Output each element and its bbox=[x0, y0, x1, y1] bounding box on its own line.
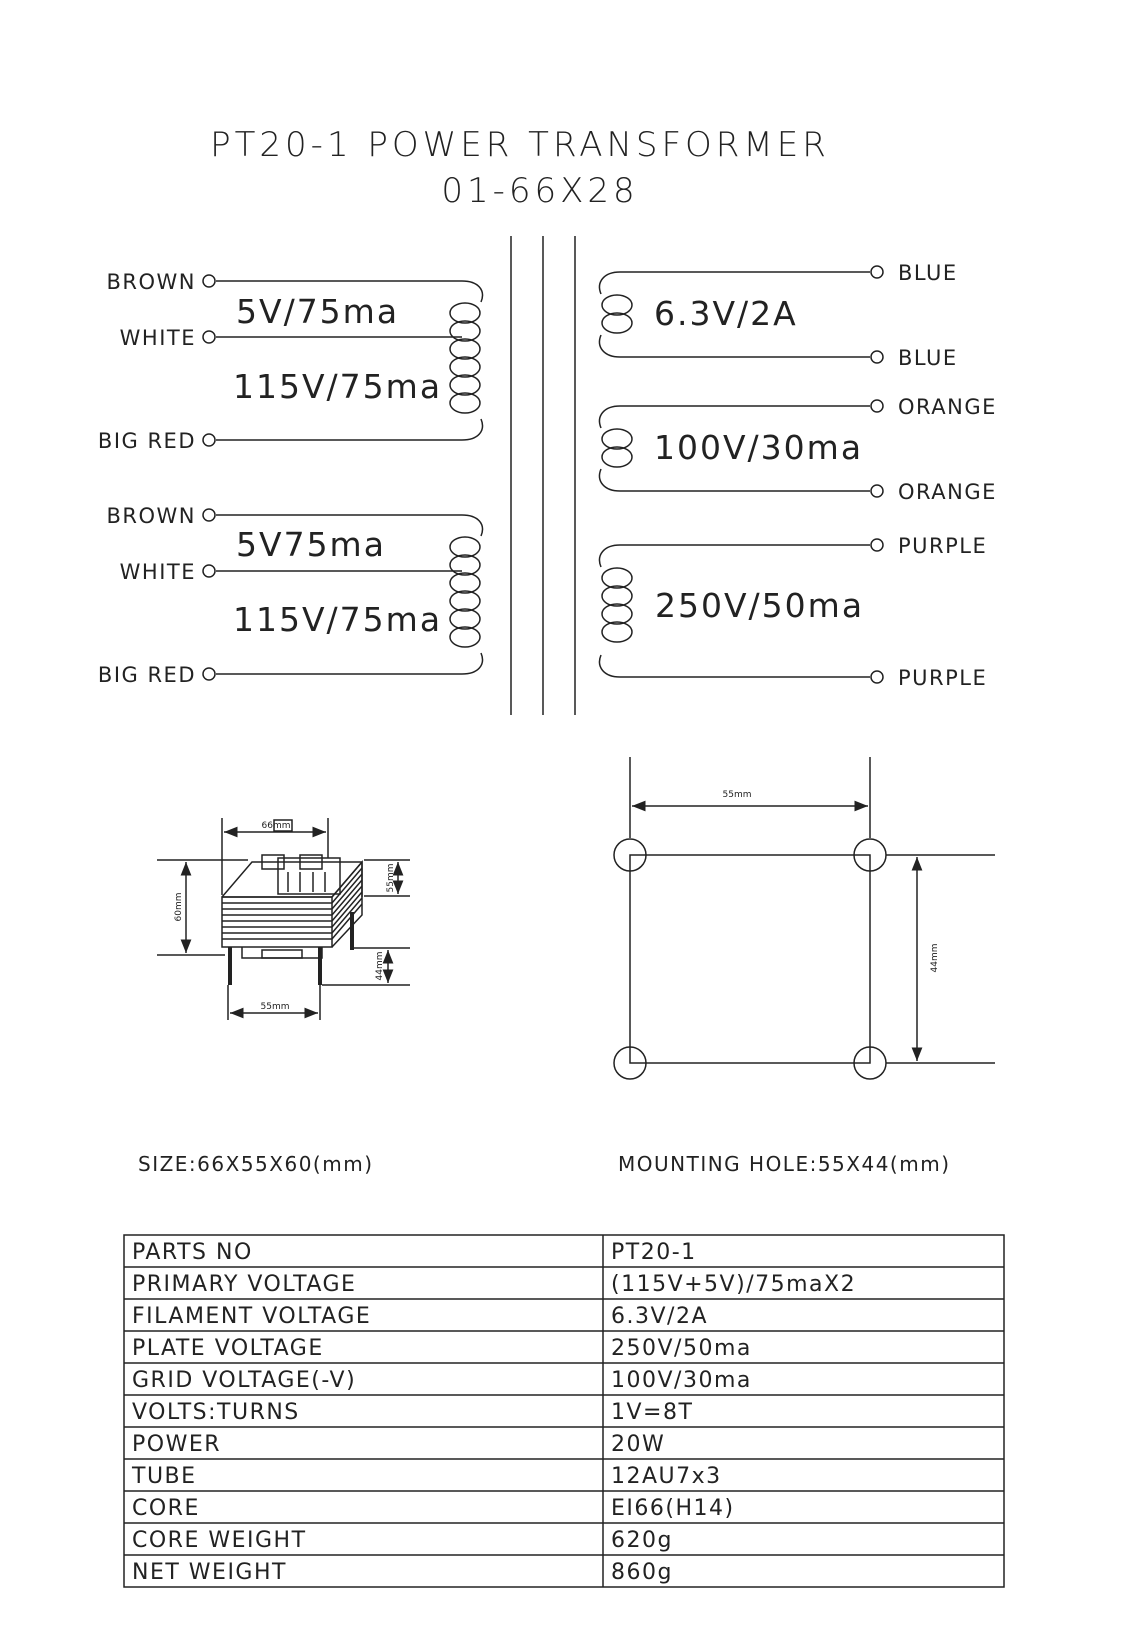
table-row bbox=[132, 1272, 856, 1297]
lead-label: BLUE bbox=[898, 261, 958, 285]
spec-value: (115V+5V)/75maX2 bbox=[611, 1272, 857, 1297]
lead-label: WHITE bbox=[119, 560, 196, 584]
spec-value: 860g bbox=[611, 1560, 673, 1585]
spec-value: 20W bbox=[611, 1432, 666, 1457]
lead-label: ORANGE bbox=[898, 480, 997, 504]
spec-value: 620g bbox=[611, 1528, 673, 1553]
size-caption: SIZE:66X55X60(mm) bbox=[138, 1152, 374, 1176]
terminal-circle bbox=[203, 668, 215, 680]
spec-label: GRID VOLTAGE(-V) bbox=[132, 1368, 357, 1393]
page-subtitle: 01-66X28 bbox=[441, 171, 639, 211]
transformer-outline-drawing bbox=[222, 820, 362, 985]
terminal-circle bbox=[203, 565, 215, 577]
winding-rating: 6.3V/2A bbox=[654, 294, 798, 333]
terminal-circle bbox=[871, 351, 883, 363]
spec-label: CORE bbox=[132, 1496, 200, 1521]
spec-value: 6.3V/2A bbox=[611, 1304, 708, 1329]
winding-rating: 115V/75ma bbox=[233, 367, 443, 406]
table-row bbox=[132, 1240, 697, 1265]
spec-label: TUBE bbox=[132, 1464, 197, 1489]
lead-label: BIG RED bbox=[97, 429, 196, 453]
primary-coil-1 bbox=[450, 303, 480, 413]
terminal-circle bbox=[871, 266, 883, 278]
primary-winding-2 bbox=[98, 504, 483, 687]
terminal-circle bbox=[203, 509, 215, 521]
lead-label: PURPLE bbox=[898, 534, 988, 558]
outline-dimensions bbox=[157, 818, 410, 1020]
lead-label: BLUE bbox=[898, 346, 958, 370]
mounting-hole-caption: MOUNTING HOLE:55X44(mm) bbox=[618, 1152, 951, 1176]
spec-value: 100V/30ma bbox=[611, 1368, 752, 1393]
terminal-circle bbox=[203, 275, 215, 287]
dimension-width: 66mm bbox=[261, 821, 291, 831]
winding-rating: 5V/75ma bbox=[236, 292, 400, 331]
terminal-circle bbox=[871, 671, 883, 683]
spec-label: NET WEIGHT bbox=[132, 1560, 287, 1585]
dimension-hole-y: 44mm bbox=[930, 943, 940, 973]
specifications-table bbox=[124, 1235, 1004, 1587]
table-row bbox=[132, 1368, 752, 1393]
table-row bbox=[132, 1496, 735, 1521]
dimension-height: 60mm bbox=[174, 892, 184, 922]
spec-label: PLATE VOLTAGE bbox=[132, 1336, 324, 1361]
spec-label: VOLTS:TURNS bbox=[132, 1400, 300, 1425]
primary-winding-1 bbox=[98, 270, 483, 453]
lead-label: PURPLE bbox=[898, 666, 988, 690]
spec-label: PARTS NO bbox=[132, 1240, 253, 1265]
spec-label: POWER bbox=[132, 1432, 222, 1457]
dimension-hole-x: 55mm bbox=[722, 790, 752, 800]
lead-label: BROWN bbox=[106, 504, 196, 528]
winding-rating: 250V/50ma bbox=[655, 586, 865, 625]
primary-coil-2 bbox=[450, 537, 480, 647]
terminal-circle bbox=[203, 331, 215, 343]
mounting-hole-pattern bbox=[614, 757, 995, 1079]
spec-value: PT20-1 bbox=[611, 1240, 697, 1265]
secondary-winding-grid bbox=[600, 395, 997, 504]
lead-label: BIG RED bbox=[97, 663, 196, 687]
spec-label: CORE WEIGHT bbox=[132, 1528, 307, 1553]
transformer-core bbox=[511, 236, 575, 715]
secondary-winding-plate bbox=[600, 534, 988, 690]
terminal-circle bbox=[203, 434, 215, 446]
table-row bbox=[132, 1304, 708, 1329]
dimension-upper: 55mm bbox=[386, 863, 396, 893]
dimension-base: 55mm bbox=[260, 1002, 290, 1012]
winding-rating: 100V/30ma bbox=[654, 428, 864, 467]
lead-label: WHITE bbox=[119, 326, 196, 350]
winding-rating: 5V75ma bbox=[236, 525, 386, 564]
table-row bbox=[132, 1560, 673, 1585]
winding-rating: 115V/75ma bbox=[233, 600, 443, 639]
page-title: PT20-1 POWER TRANSFORMER bbox=[210, 125, 830, 165]
table-row bbox=[132, 1528, 673, 1553]
terminal-circle bbox=[871, 539, 883, 551]
table-row bbox=[132, 1400, 693, 1425]
spec-value: EI66(H14) bbox=[611, 1496, 735, 1521]
secondary-winding-filament bbox=[600, 261, 958, 370]
spec-label: PRIMARY VOLTAGE bbox=[132, 1272, 357, 1297]
spec-value: 12AU7x3 bbox=[611, 1464, 722, 1489]
spec-label: FILAMENT VOLTAGE bbox=[132, 1304, 372, 1329]
spec-value: 1V=8T bbox=[611, 1400, 694, 1425]
table-row bbox=[131, 1464, 722, 1489]
lead-label: ORANGE bbox=[898, 395, 997, 419]
spec-value: 250V/50ma bbox=[611, 1336, 752, 1361]
lead-label: BROWN bbox=[106, 270, 196, 294]
terminal-circle bbox=[871, 485, 883, 497]
table-row bbox=[132, 1432, 665, 1457]
terminal-circle bbox=[871, 400, 883, 412]
table-row bbox=[132, 1336, 752, 1361]
dimension-lower: 44mm bbox=[375, 951, 385, 981]
